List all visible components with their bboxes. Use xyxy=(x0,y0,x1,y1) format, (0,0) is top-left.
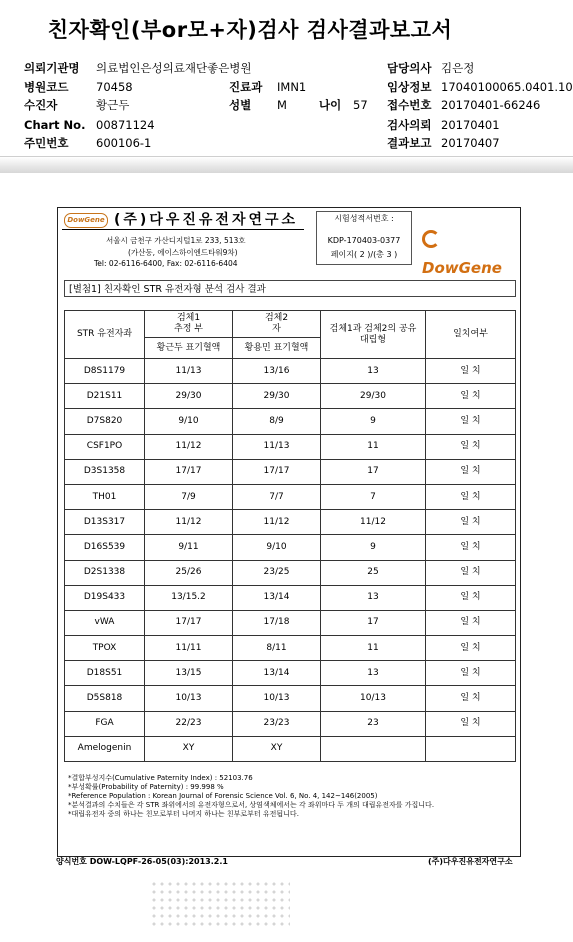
cell-shared: 9 xyxy=(321,409,426,434)
cell-match: 일 치 xyxy=(426,459,516,484)
cell-match: 일 치 xyxy=(426,686,516,711)
cell-s2: 10/13 xyxy=(233,686,321,711)
cell-shared: 13 xyxy=(321,359,426,384)
analysis-notes xyxy=(68,774,513,819)
cell-s1: 9/11 xyxy=(145,535,233,560)
cell-s1: 17/17 xyxy=(145,610,233,635)
cell-shared: 9 xyxy=(321,535,426,560)
table-row xyxy=(65,359,516,384)
report-date-value: 20170407 xyxy=(441,136,500,150)
note-reference: *Reference Population : Korean Journal of Forensic Science Vol. 6, No. 4, 142~146(2005) xyxy=(68,792,378,800)
lab-name-underline xyxy=(62,229,304,230)
cell-shared: 23 xyxy=(321,711,426,736)
patient-row xyxy=(24,98,130,112)
resident-no-value: 600106-1 xyxy=(96,136,152,150)
scanned-certificate xyxy=(57,207,521,857)
cell-s2: 13/16 xyxy=(233,359,321,384)
header-str-locus: STR 유전자좌 xyxy=(65,311,145,359)
cell-s1: 29/30 xyxy=(145,384,233,409)
cell-s2: 8/9 xyxy=(233,409,321,434)
cell-shared: 11 xyxy=(321,434,426,459)
cell-shared: 25 xyxy=(321,560,426,585)
cell-s2: 7/7 xyxy=(233,484,321,509)
cell-s1: 25/26 xyxy=(145,560,233,585)
cell-s1: 17/17 xyxy=(145,459,233,484)
cell-s1: 11/12 xyxy=(145,434,233,459)
cell-shared: 17 xyxy=(321,610,426,635)
table-row xyxy=(65,535,516,560)
cell-match: 일 치 xyxy=(426,359,516,384)
department-label: 진료과 xyxy=(229,80,263,94)
report-date-row xyxy=(387,136,500,150)
cell-s2: 11/13 xyxy=(233,434,321,459)
cell-s1: XY xyxy=(145,736,233,761)
doctor-label: 담당의사 xyxy=(387,61,432,75)
cell-match: 일 치 xyxy=(426,434,516,459)
table-row xyxy=(65,384,516,409)
clinical-info-row xyxy=(387,80,573,94)
header-sample2: 검체2 자 xyxy=(233,311,321,338)
note-inheritance: *대립유전자 중의 하나는 친모로부터 나머지 하나는 친부로부터 유전됩니다. xyxy=(68,810,299,818)
lab-name: (주)다우진유전자연구소 xyxy=(114,212,299,228)
section-divider xyxy=(0,156,573,173)
certificate-number-label: 시험성적서번호 : xyxy=(334,214,394,223)
cell-s1: 9/10 xyxy=(145,409,233,434)
cell-shared: 29/30 xyxy=(321,384,426,409)
dowgene-small-logo: DowGene xyxy=(64,213,108,228)
hospital-name-row xyxy=(24,61,252,75)
chart-no-value: 00871124 xyxy=(96,118,155,132)
patient-value: 황근두 xyxy=(96,98,130,112)
table-row xyxy=(65,434,516,459)
cell-s2: 11/12 xyxy=(233,510,321,535)
cell-match: 일 치 xyxy=(426,510,516,535)
table-row xyxy=(65,610,516,635)
watermark-stamp xyxy=(150,880,290,930)
doctor-value: 김은정 xyxy=(441,61,475,75)
table-row xyxy=(65,686,516,711)
cell-match: 일 치 xyxy=(426,535,516,560)
cell-shared: 17 xyxy=(321,459,426,484)
cell-s1: 11/12 xyxy=(145,510,233,535)
dowgene-swirl-icon xyxy=(422,230,440,248)
dowgene-logo xyxy=(422,223,510,277)
cell-s1: 22/23 xyxy=(145,711,233,736)
sex-row xyxy=(229,98,368,112)
cell-s1: 7/9 xyxy=(145,484,233,509)
hospital-name-value: 의료법인은성의료재단좋은병원 xyxy=(96,61,252,75)
dowgene-logo-text: DowGene xyxy=(422,259,502,277)
lab-contact: Tel: 02-6116-6400, Fax: 02-6116-6404 xyxy=(94,259,238,268)
certificate-number: KDP-170403-0377 xyxy=(327,236,401,245)
cell-locus: D18S51 xyxy=(65,661,145,686)
cell-locus: TH01 xyxy=(65,484,145,509)
table-row xyxy=(65,736,516,761)
cell-locus: FGA xyxy=(65,711,145,736)
sex-label: 성별 xyxy=(229,98,252,112)
footer-lab-name: (주)다우진유전자연구소 xyxy=(428,857,513,866)
form-number: 양식번호 DOW-LQPF-26-05(03):2013.2.1 xyxy=(56,857,228,866)
clinical-info-value: 17040100065.0401.10 xyxy=(441,80,573,94)
header-match: 일치여부 xyxy=(426,311,516,359)
cell-locus: D8S1179 xyxy=(65,359,145,384)
request-date-row xyxy=(387,118,500,132)
cell-s2: 23/23 xyxy=(233,711,321,736)
patient-label: 수진자 xyxy=(24,98,58,112)
table-row xyxy=(65,711,516,736)
header-sample2-name: 황용민 표기혈액 xyxy=(233,338,321,359)
hospital-code-value: 70458 xyxy=(96,80,133,94)
result-subtitle: [별첨1] 친자확인 STR 유전자형 분석 검사 결과 xyxy=(64,280,516,297)
table-row xyxy=(65,510,516,535)
doctor-row xyxy=(387,61,475,75)
receipt-no-row xyxy=(387,98,541,112)
cell-shared: 13 xyxy=(321,661,426,686)
cell-match: 일 치 xyxy=(426,560,516,585)
note-explanation: *분석결과의 수치들은 각 STR 좌위에서의 유전자형으로서, 상염색체에서는 각 좌위마다 두 개의 대립유전자를 가집니다. xyxy=(68,801,435,809)
cell-locus: D5S818 xyxy=(65,686,145,711)
cell-s2: 8/11 xyxy=(233,636,321,661)
department-row xyxy=(229,80,307,94)
cell-s2: 17/17 xyxy=(233,459,321,484)
header-shared-allele: 검체1과 검체2의 공유 대립형 xyxy=(321,311,426,359)
receipt-no-label: 접수번호 xyxy=(387,98,432,112)
cell-locus: CSF1PO xyxy=(65,434,145,459)
cell-locus: vWA xyxy=(65,610,145,635)
cell-s2: 29/30 xyxy=(233,384,321,409)
note-cpi: *결합부성지수(Cumulative Paternity Index) : 52103.76 xyxy=(68,774,253,782)
request-date-label: 검사의뢰 xyxy=(387,118,432,132)
cell-locus: D13S317 xyxy=(65,510,145,535)
hospital-code-row xyxy=(24,80,133,94)
cell-s1: 10/13 xyxy=(145,686,233,711)
certificate-number-box xyxy=(316,211,412,265)
page-info: 페이지( 2 )/(총 3 ) xyxy=(330,250,398,259)
cell-shared: 10/13 xyxy=(321,686,426,711)
lab-address-detail: (가산동, 에이스하이엔드타워9차) xyxy=(128,248,238,257)
hospital-name-label: 의뢰기관명 xyxy=(24,61,80,75)
age-label: 나이 xyxy=(319,98,342,112)
clinical-info-label: 임상정보 xyxy=(387,80,432,94)
table-row xyxy=(65,484,516,509)
cell-s2: XY xyxy=(233,736,321,761)
cell-match: 일 치 xyxy=(426,711,516,736)
cell-match: 일 치 xyxy=(426,585,516,610)
cell-shared: 11 xyxy=(321,636,426,661)
request-date-value: 20170401 xyxy=(441,118,500,132)
cell-s1: 13/15.2 xyxy=(145,585,233,610)
cell-s1: 11/13 xyxy=(145,359,233,384)
str-result-table xyxy=(64,310,516,762)
cell-locus: D3S1358 xyxy=(65,459,145,484)
cell-locus: D19S433 xyxy=(65,585,145,610)
chart-no-row xyxy=(24,118,155,132)
cell-s2: 9/10 xyxy=(233,535,321,560)
cell-locus: Amelogenin xyxy=(65,736,145,761)
cell-locus: D21S11 xyxy=(65,384,145,409)
chart-no-label: Chart No. xyxy=(24,118,86,132)
cell-shared: 13 xyxy=(321,585,426,610)
cell-s2: 17/18 xyxy=(233,610,321,635)
table-row xyxy=(65,409,516,434)
cell-match: 일 치 xyxy=(426,384,516,409)
cell-match: 일 치 xyxy=(426,409,516,434)
cell-s2: 23/25 xyxy=(233,560,321,585)
table-row xyxy=(65,585,516,610)
department-value: IMN1 xyxy=(277,80,307,94)
report-date-label: 결과보고 xyxy=(387,136,432,150)
age-value: 57 xyxy=(353,98,368,112)
table-row xyxy=(65,459,516,484)
cell-locus: D2S1338 xyxy=(65,560,145,585)
lab-address: 서울시 금천구 가산디지털1로 233, 513호 xyxy=(106,236,246,245)
note-probability: *부성확률(Probability of Paternity) : 99.998 % xyxy=(68,783,224,791)
resident-no-row xyxy=(24,136,152,150)
cell-match: 일 치 xyxy=(426,484,516,509)
cell-shared: 7 xyxy=(321,484,426,509)
cell-locus: TPOX xyxy=(65,636,145,661)
table-row xyxy=(65,636,516,661)
cell-locus: D16S539 xyxy=(65,535,145,560)
report-title: 친자확인(부or모+자)검사 검사결과보고서 xyxy=(47,18,453,42)
cell-match xyxy=(426,736,516,761)
hospital-code-label: 병원코드 xyxy=(24,80,69,94)
table-row xyxy=(65,560,516,585)
cell-s2: 13/14 xyxy=(233,585,321,610)
header-sample1-name: 황근두 표기혈액 xyxy=(145,338,233,359)
cell-s2: 13/14 xyxy=(233,661,321,686)
cell-s1: 11/11 xyxy=(145,636,233,661)
cell-match: 일 치 xyxy=(426,661,516,686)
cell-match: 일 치 xyxy=(426,610,516,635)
table-row xyxy=(65,661,516,686)
resident-no-label: 주민번호 xyxy=(24,136,69,150)
cell-shared xyxy=(321,736,426,761)
cell-match: 일 치 xyxy=(426,636,516,661)
header-sample1: 검체1 추정 부 xyxy=(145,311,233,338)
cell-shared: 11/12 xyxy=(321,510,426,535)
receipt-no-value: 20170401-66246 xyxy=(441,98,541,112)
cell-s1: 13/15 xyxy=(145,661,233,686)
sex-value: M xyxy=(277,98,287,112)
table-header-row xyxy=(65,311,516,338)
cell-locus: D7S820 xyxy=(65,409,145,434)
